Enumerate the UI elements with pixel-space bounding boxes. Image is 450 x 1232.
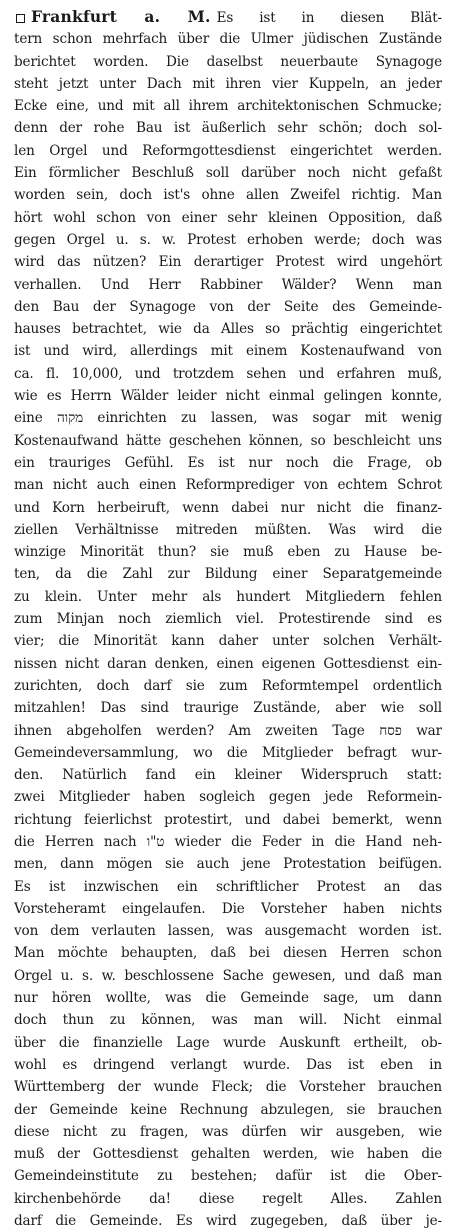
text-line: von dem verlauten lassen, was ausgemacht worden ist. xyxy=(14,923,442,940)
text-line: Vorsteheramt eingelaufen. Die Vorsteher haben nichts xyxy=(14,900,442,917)
text-line: den. Natürlich fand ein kleiner Widerspruch statt: xyxy=(14,767,442,784)
text-line: verhallen. Und Herr Rabbiner Wälder? Wenn man xyxy=(14,276,442,293)
first-line xyxy=(14,6,442,28)
text-line: darf die Gemeinde. Es wird zugegeben, daß über je- xyxy=(14,1213,442,1230)
text-line: Es ist in diesen Blät- xyxy=(216,10,442,26)
section-marker-icon xyxy=(16,14,25,23)
text-line: die Herren nach ט"ו wieder die Feder in die Hand neh- xyxy=(14,833,442,850)
text-line: Es ist inzwischen ein schriftlicher Protest an das xyxy=(14,878,442,895)
text-line: hört wohl schon von einer sehr kleinen Opposition, daß xyxy=(14,209,442,226)
dateline: Frankfurt a. M. xyxy=(31,7,211,26)
text-line: wie es Herrn Wälder leider nicht einmal gelingen konnte, xyxy=(14,388,442,405)
text-line: wohl es dringend verlangt wurde. Das ist eben in xyxy=(14,1056,442,1073)
text-line: ihnen abgeholfen werden? Am zweiten Tage פסח war xyxy=(14,722,442,739)
text-line: doch thun zu können, was man will. Nicht einmal xyxy=(14,1012,442,1029)
text-line: worden sein, doch ist's ohne allen Zweifel richtig. Man xyxy=(14,187,442,204)
text-line: Man möchte behaupten, daß bei diesen Herren schon xyxy=(14,945,442,962)
text-line: gegen Orgel u. s. w. Protest erhoben werde; doch was xyxy=(14,231,442,248)
text-line: vier; die Minorität kann daher unter solchen Verhält- xyxy=(14,633,442,650)
text-line: ten, da die Zahl zur Bildung einer Separatgemeinde xyxy=(14,566,442,583)
text-line: ein trauriges Gefühl. Es ist nur noch die Frage, ob xyxy=(14,454,442,471)
text-line: len Orgel und Reformgottesdienst eingerichtet werden. xyxy=(14,142,442,159)
text-line: eine מקוה einrichten zu lassen, was sogar mit wenig xyxy=(14,410,442,427)
text-line: Gemeindeversammlung, wo die Mitglieder befragt wur- xyxy=(14,744,442,761)
text-line: über die finanzielle Lage wurde Auskunft ertheilt, ob- xyxy=(14,1034,442,1051)
text-line: ziellen Verhältnisse mitreden müßten. Was wird die xyxy=(14,521,442,538)
text-line: Württemberg der wunde Fleck; die Vorsteher brauchen xyxy=(14,1079,442,1096)
text-line: Orgel u. s. w. beschlossene Sache gewesen, und daß man xyxy=(14,967,442,984)
text-line: Kostenaufwand hätte geschehen können, so beschleicht uns xyxy=(14,432,442,449)
text-line: man nicht auch einen Reformprediger von echtem Schrot xyxy=(14,477,442,494)
text-line: hauses betrachtet, wie da Alles so prächtig eingerichtet xyxy=(14,321,442,338)
text-line: der Gemeinde keine Rechnung abzulegen, sie brauchen xyxy=(14,1101,442,1118)
text-line: und Korn herbeiruft, wenn dabei nur nicht die finanz- xyxy=(14,499,442,516)
text-line: denn der rohe Bau ist äußerlich sehr schön; doch sol- xyxy=(14,120,442,137)
text-line: zurichten, doch darf sie zum Reformtempel ordentlich xyxy=(14,677,442,694)
text-line: muß der Gottesdienst gehalten werden, wie haben die xyxy=(14,1146,442,1163)
text-line: den Bau der Synagoge von der Seite des Gemeinde- xyxy=(14,298,442,315)
text-line: kirchenbehörde da! diese regelt Alles. Zahlen xyxy=(14,1190,442,1207)
text-line: diese nicht zu fragen, was dürfen wir ausgeben, wie xyxy=(14,1123,442,1140)
text-line: steht jetzt unter Dach mit ihren vier Kuppeln, an jeder xyxy=(14,75,442,92)
text-line: zwei Mitglieder haben sogleich gegen jede Reformein- xyxy=(14,789,442,806)
text-line: richtung feierlichst protestirt, und dabei bemerkt, wenn xyxy=(14,811,442,828)
text-line: mitzahlen! Das sind traurige Zustände, aber wie soll xyxy=(14,700,442,717)
text-line: Ein förmlicher Beschluß soll darüber noch nicht gefaßt xyxy=(14,165,442,182)
text-line: nur hören wollte, was die Gemeinde sage, um dann xyxy=(14,990,442,1007)
text-line: men, dann mögen sie auch jene Protestation beifügen. xyxy=(14,856,442,873)
text-line: zu klein. Unter mehr als hundert Mitgliedern fehlen xyxy=(14,588,442,605)
text-line: ca. fl. 10,000, und trotzdem sehen und erfahren muß, xyxy=(14,365,442,382)
text-line: nissen nicht daran denken, einen eigenen Gottesdienst ein- xyxy=(14,655,442,672)
text-line: zum Minjan noch ziemlich viel. Protestirende sind es xyxy=(14,611,442,628)
text-line: berichtet worden. Die daselbst neuerbaute Synagoge xyxy=(14,53,442,70)
text-line: winzige Minorität thun? sie muß eben zu Hause be- xyxy=(14,544,442,561)
text-line: ist und wird, allerdings mit einem Kostenaufwand von xyxy=(14,343,442,360)
text-line: wird das nützen? Ein derartiger Protest wird ungehört xyxy=(14,254,442,271)
text-line: Gemeindeinstitute zu bestehen; dafür ist die Ober- xyxy=(14,1168,442,1185)
text-line: Ecke eine, und mit all ihrem architektonischen Schmucke; xyxy=(14,98,442,115)
text-line: tern schon mehrfach über die Ulmer jüdischen Zustände xyxy=(14,31,442,48)
